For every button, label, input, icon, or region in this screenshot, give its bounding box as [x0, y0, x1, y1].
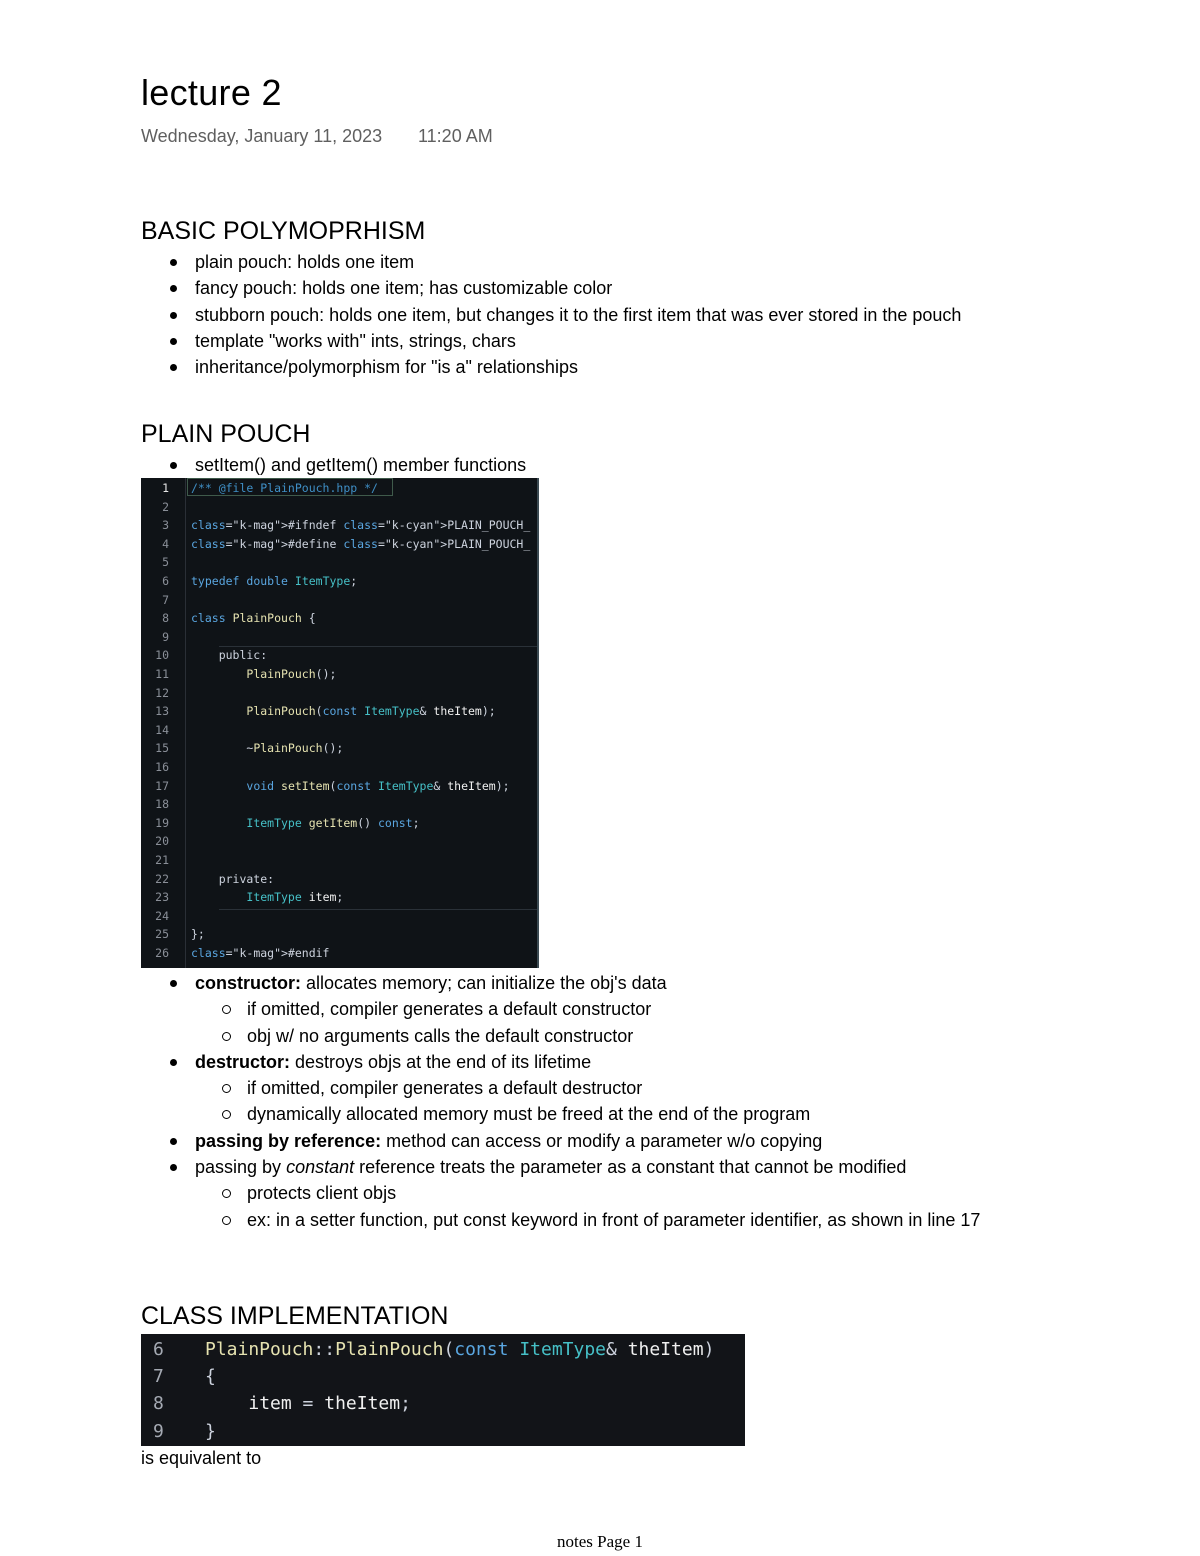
code-screenshot-header-file — [141, 478, 539, 968]
code-line — [141, 591, 539, 610]
code-line — [141, 795, 539, 814]
code-text: } — [205, 1420, 216, 1442]
line-number: 5 — [162, 555, 169, 570]
section-heading-plain-pouch: PLAIN POUCH — [141, 420, 311, 448]
line-number: 3 — [162, 518, 169, 533]
line-number: 9 — [153, 1420, 164, 1442]
destructor-text: destroys objs at the end of its lifetime — [290, 1051, 592, 1072]
code-line — [141, 944, 539, 963]
code-text: class="k-mag">#ifndef class="k-cyan">PLAIN_POUCH_ — [191, 518, 531, 533]
line-number: 6 — [162, 574, 169, 588]
code-line — [141, 739, 539, 758]
line-number: 26 — [155, 946, 169, 960]
code-text: class="k-mag">#endif — [191, 946, 330, 960]
list-item: setItem() and getItem() member functions — [141, 452, 1081, 478]
line-number: 16 — [155, 760, 169, 774]
code-line — [141, 907, 539, 926]
line-number: 19 — [155, 815, 169, 830]
code-line — [141, 646, 539, 665]
sub-list-item: dynamically allocated memory must be freed at the end of the program — [141, 1101, 1081, 1127]
code-text: PlainPouch(); — [246, 667, 337, 681]
code-text: PlainPouch::PlainPouch(const ItemType& theItem) — [205, 1339, 715, 1360]
line-number: 15 — [155, 741, 169, 756]
equivalence-text: is equivalent to — [141, 1448, 262, 1468]
line-number: 1 — [162, 481, 169, 495]
code-text: ItemType item; — [246, 890, 344, 905]
sub-list-item: ex: in a setter function, put const keyword in front of parameter identifier, as shown in line 17 — [141, 1207, 1081, 1233]
code-line — [141, 925, 539, 944]
code-screenshot-implementation — [141, 1334, 745, 1446]
line-number: 6 — [153, 1339, 164, 1360]
line-number: 9 — [162, 629, 169, 644]
list-item: plain pouch: holds one item — [141, 249, 1081, 275]
list-item: fancy pouch: holds one item; has customizable color — [141, 275, 1081, 301]
sub-list-item: if omitted, compiler generates a default constructor — [141, 996, 1081, 1022]
pbcr-emphasis: constant — [286, 1157, 355, 1178]
passing-by-reference-text: method can access or modify a parameter w/o copying — [381, 1130, 823, 1151]
section-heading-basic-polymorphism: BASIC POLYMOPRHISM — [141, 217, 426, 245]
code-line — [141, 684, 539, 703]
line-number: 23 — [155, 890, 169, 905]
line-number: 8 — [162, 611, 169, 626]
sub-list-item: protects client objs — [141, 1180, 1081, 1206]
line-number: 2 — [162, 499, 169, 514]
code-line — [141, 758, 539, 777]
line-number: 4 — [162, 536, 169, 551]
line-number: 17 — [155, 778, 169, 793]
code-text: { — [205, 1366, 216, 1388]
line-number: 20 — [155, 834, 169, 849]
code-line — [141, 572, 539, 591]
line-number: 7 — [162, 592, 169, 607]
code-text: PlainPouch(const ItemType& theItem); — [246, 704, 496, 719]
line-number: 21 — [155, 853, 169, 867]
code-text: class="k-mag">#define class="k-cyan">PLAIN_POUCH_ — [191, 536, 531, 551]
term-destructor: destructor: — [195, 1051, 291, 1072]
line-number: 8 — [153, 1393, 164, 1415]
code-line — [141, 870, 539, 889]
list-item: template "works with" ints, strings, chars — [141, 328, 1081, 354]
code-line — [141, 888, 539, 907]
code-text: }; — [191, 927, 205, 942]
code-text: item = theItem; — [248, 1393, 411, 1415]
code-line — [141, 702, 539, 721]
line-number: 18 — [155, 797, 169, 812]
section-heading-class-implementation: CLASS IMPLEMENTATION — [141, 1302, 449, 1330]
code-line — [141, 479, 539, 498]
list-item-passing-by-constant-reference — [141, 1154, 1081, 1180]
list-item: stubborn pouch: holds one item, but changes it to the first item that was ever stored in the pouch — [141, 302, 1081, 328]
code-line — [141, 498, 539, 517]
line-number: 25 — [155, 927, 169, 942]
list-item-constructor — [141, 970, 1081, 996]
code-text: typedef double ItemType; — [191, 574, 358, 588]
code-text: private: — [191, 871, 275, 886]
code-line — [141, 535, 539, 554]
line-number: 10 — [155, 648, 169, 663]
page-footer: notes Page 1 — [557, 1532, 643, 1551]
page-date: Wednesday, January 11, 2023 — [141, 126, 383, 146]
line-number: 7 — [153, 1366, 164, 1388]
code-text: void setItem(const ItemType& theItem); — [246, 778, 510, 793]
code-line — [141, 777, 539, 796]
code-line — [141, 721, 539, 740]
basic-polymorphism-list — [141, 249, 1081, 380]
list-item: inheritance/polymorphism for "is a" relationships — [141, 354, 1081, 380]
list-item-passing-by-reference — [141, 1128, 1081, 1154]
term-passing-by-reference: passing by reference: — [195, 1130, 382, 1151]
code-line — [141, 814, 539, 833]
code-text: public: — [191, 648, 268, 663]
page-title: lecture 2 — [141, 72, 282, 113]
constructor-text: allocates memory; can initialize the obj's data — [301, 973, 667, 993]
term-constructor: constructor: — [195, 973, 302, 993]
sub-list-item: obj w/ no arguments calls the default constructor — [141, 1023, 1081, 1049]
sub-list-item: if omitted, compiler generates a default destructor — [141, 1075, 1081, 1101]
code-text: class PlainPouch { — [191, 611, 316, 626]
list-item-destructor — [141, 1049, 1081, 1075]
line-number: 22 — [155, 871, 169, 886]
line-number: 13 — [155, 704, 169, 719]
code-line — [141, 665, 539, 684]
code-text: ~PlainPouch(); — [191, 741, 344, 756]
pbcr-suffix: reference treats the parameter as a constant that cannot be modified — [354, 1157, 907, 1178]
code-line — [141, 832, 539, 851]
code-line — [141, 628, 539, 647]
code-text: ItemType getItem() const; — [246, 815, 420, 830]
pbcr-prefix: passing by — [195, 1157, 287, 1178]
code-line — [141, 553, 539, 572]
line-number: 11 — [155, 667, 169, 681]
page-time: 11:20 AM — [418, 126, 493, 146]
code-line — [141, 609, 539, 628]
code-line — [141, 851, 539, 870]
line-number: 14 — [155, 722, 169, 737]
plain-pouch-notes-list — [141, 970, 1081, 1233]
line-number: 12 — [155, 685, 169, 700]
code-text: /** @file PlainPouch.hpp */ — [191, 481, 378, 495]
code-line — [141, 516, 539, 535]
line-number: 24 — [155, 908, 169, 923]
plain-pouch-intro-list — [141, 452, 1081, 478]
